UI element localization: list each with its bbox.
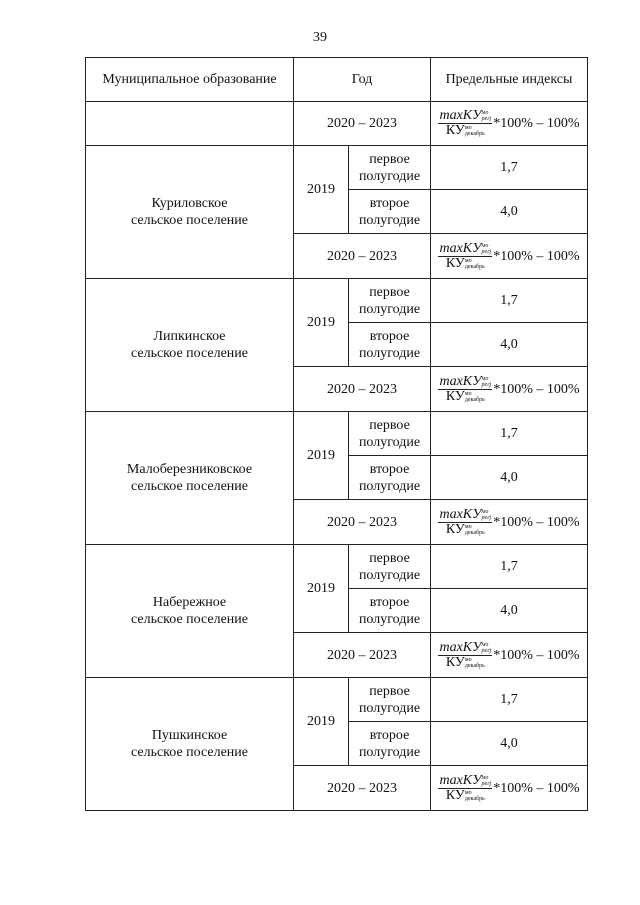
table-body	[86, 58, 588, 811]
municipality-name-line2: сельское поселение	[131, 213, 248, 228]
index-value: 4,0	[431, 456, 588, 500]
formula-numerator: maxKУмо pегj	[439, 772, 492, 788]
formula-numerator: maxKУмо pегj	[439, 506, 492, 522]
formula-numerator: maxKУмо pегj	[439, 639, 492, 655]
formula-fraction	[438, 639, 492, 670]
year-cell: 2019	[294, 412, 349, 500]
formula-denominator: КУмо декабрь	[445, 654, 485, 670]
formula-fraction	[438, 772, 492, 803]
formula-tail: *100% – 100%	[493, 248, 580, 264]
half-year-label: второе полугодие	[349, 589, 431, 633]
formula-cell	[431, 500, 588, 545]
municipality-name-line2: сельское поселение	[131, 745, 248, 760]
formula-cell	[431, 367, 588, 412]
municipality-name-line2: сельское поселение	[131, 479, 248, 494]
formula-denominator: КУмо декабрь	[445, 255, 485, 271]
half-year-label: первое полугодие	[349, 545, 431, 589]
formula-tail: *100% – 100%	[493, 647, 580, 663]
index-value: 4,0	[431, 323, 588, 367]
index-value: 4,0	[431, 722, 588, 766]
formula-cell	[431, 633, 588, 678]
year-cell: 2019	[294, 545, 349, 633]
index-value: 1,7	[431, 412, 588, 456]
municipality-name-line1: Набережное	[152, 595, 227, 610]
formula-tail: *100% – 100%	[493, 381, 580, 397]
header-row	[86, 58, 588, 102]
header-municipality: Муниципальное образование	[86, 58, 294, 102]
formula-fraction	[438, 506, 492, 537]
formula-tail: *100% – 100%	[493, 780, 580, 796]
formula-numerator: maxKУмо pегj	[439, 373, 492, 389]
period-cell: 2020 – 2023	[294, 500, 431, 545]
half-year-label: первое полугодие	[349, 279, 431, 323]
municipality-name-line1: Липкинское	[153, 329, 226, 344]
index-value: 4,0	[431, 589, 588, 633]
year-cell: 2019	[294, 146, 349, 234]
period-cell: 2020 – 2023	[294, 633, 431, 678]
index-value: 1,7	[431, 545, 588, 589]
header-indices: Предельные индексы	[431, 58, 588, 102]
formula-denominator: КУмо декабрь	[445, 787, 485, 803]
formula-fraction	[438, 240, 492, 271]
formula-numerator: maxKУмо pегj	[439, 240, 492, 256]
tariff-index-table	[85, 57, 588, 811]
year-cell: 2019	[294, 279, 349, 367]
formula-denominator: КУмо декабрь	[445, 521, 485, 537]
page-number: 39	[313, 30, 327, 45]
formula-tail: *100% – 100%	[493, 514, 580, 530]
index-value: 1,7	[431, 146, 588, 190]
formula-fraction	[438, 110, 492, 137]
period-cell: 2020 – 2023	[294, 766, 431, 811]
half-year-label: второе полугодие	[349, 190, 431, 234]
formula-cell	[431, 102, 588, 146]
period-cell: 2020 – 2023	[294, 367, 431, 412]
municipality-name	[86, 146, 294, 279]
formula-cell	[431, 234, 588, 279]
half-year-label: первое полугодие	[349, 412, 431, 456]
group-row-first-half	[86, 412, 588, 456]
municipality-name	[86, 545, 294, 678]
formula-numerator: maxKУмо pегj	[439, 108, 492, 124]
municipality-name	[86, 279, 294, 412]
group-row-first-half	[86, 279, 588, 323]
formula-fraction	[438, 373, 492, 404]
half-year-label: первое полугодие	[349, 146, 431, 190]
formula-denominator: КУмо декабрь	[445, 123, 485, 139]
group-row-first-half	[86, 678, 588, 722]
index-value: 1,7	[431, 279, 588, 323]
formula-cell	[431, 766, 588, 811]
header-year: Год	[294, 58, 431, 102]
year-cell: 2019	[294, 678, 349, 766]
municipality-name	[86, 412, 294, 545]
group-row-first-half	[86, 146, 588, 190]
index-value: 1,7	[431, 678, 588, 722]
municipality-name-line2: сельское поселение	[131, 612, 248, 627]
municipality-name-line1: Пушкинское	[151, 728, 228, 743]
half-year-label: второе полугодие	[349, 456, 431, 500]
half-year-label: первое полугодие	[349, 678, 431, 722]
municipality-name	[86, 678, 294, 811]
municipality-name-line1: Куриловское	[151, 196, 228, 211]
period-cell: 2020 – 2023	[294, 234, 431, 279]
group-row-first-half	[86, 545, 588, 589]
top-period-row	[86, 102, 588, 146]
municipality-name-line2: сельское поселение	[131, 346, 248, 361]
formula-denominator: КУмо декабрь	[445, 388, 485, 404]
municipality-name-line1: Малоберезниковское	[126, 462, 253, 477]
index-value: 4,0	[431, 190, 588, 234]
period-cell: 2020 – 2023	[294, 102, 431, 146]
empty-municipality-cell	[86, 102, 294, 146]
half-year-label: второе полугодие	[349, 722, 431, 766]
formula-tail: *100% – 100%	[493, 116, 580, 131]
half-year-label: второе полугодие	[349, 323, 431, 367]
